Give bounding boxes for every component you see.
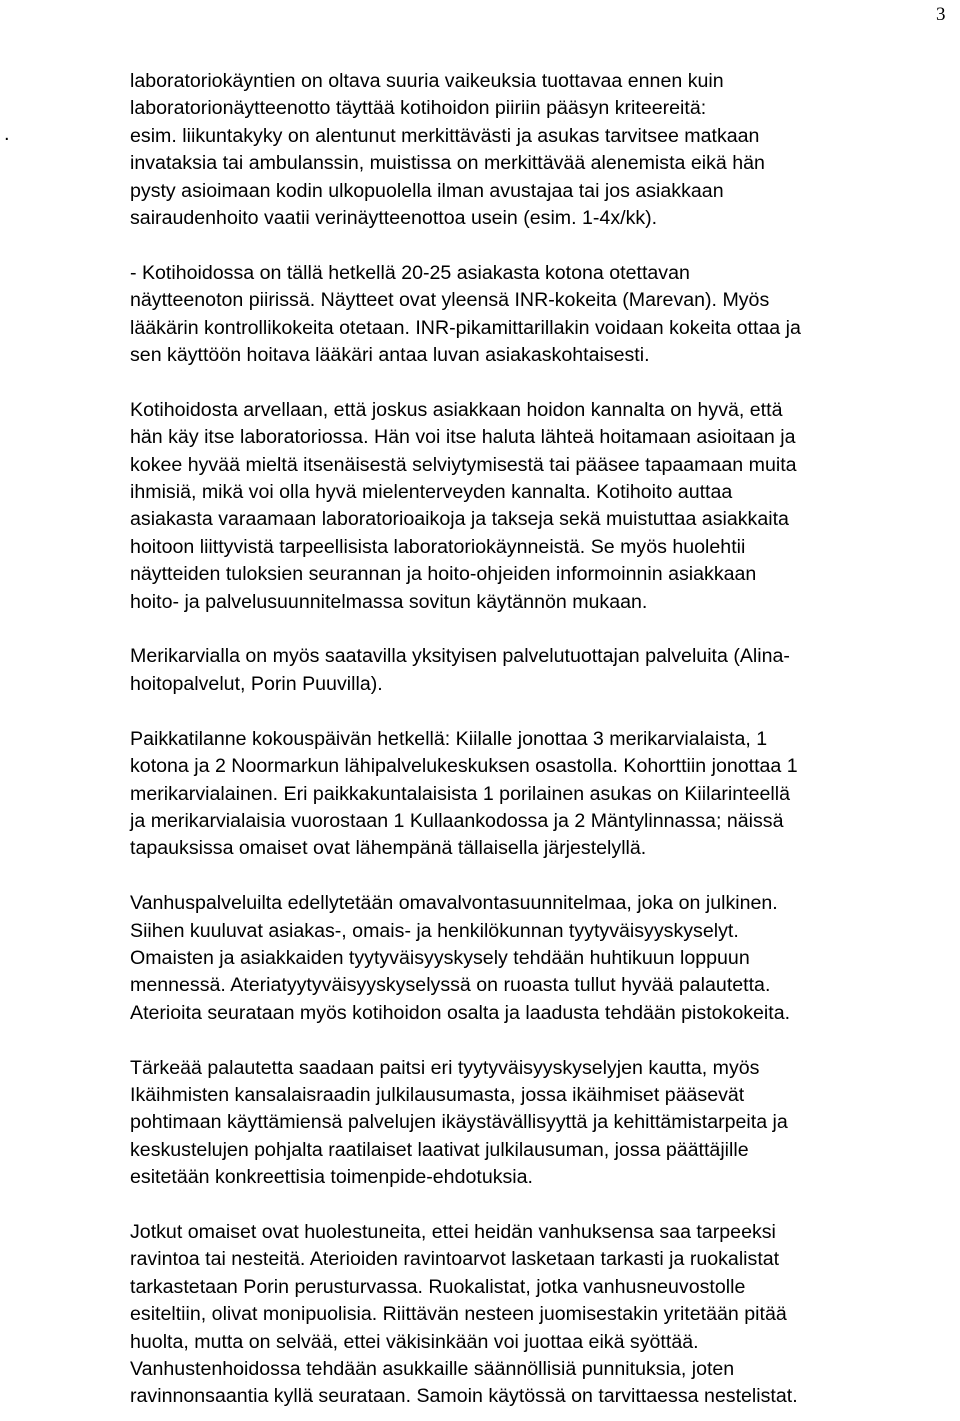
text-line: esim. liikuntakyky on alentunut merkittävästi ja asukas tarvitsee matkaan (130, 124, 760, 147)
paragraph (130, 1055, 960, 1192)
text-line: asiakasta varaamaan laboratorioaikoja ja takseja sekä muistuttaa asiakkaita (130, 508, 789, 531)
paragraph (130, 1219, 960, 1411)
text-line: kotona ja 2 Noormarkun lähipalvelukeskuksen osastolla. Kohorttiin jonottaa 1 (130, 755, 798, 778)
text-line: Tärkeää palautetta saadaan paitsi eri tyytyväisyyskyselyjen kautta, myös (130, 1056, 760, 1079)
paragraph (130, 890, 960, 1027)
text-line: keskustelujen pohjalta raatilaiset laativat julkilausuman, jossa päättäjille (130, 1138, 749, 1161)
text-line: hoito- ja palvelusuunnitelmassa sovitun käytännön mukaan. (130, 590, 648, 613)
text-line: Vanhustenhoidossa tehdään asukkaille säännöllisiä punnituksia, joten (130, 1357, 735, 1380)
text-line: Paikkatilanne kokouspäivän hetkellä: Kiilalle jonottaa 3 merikarvialaista, 1 (130, 727, 768, 750)
text-line: Merikarvialla on myös saatavilla yksityisen palvelutuottajan palveluita (Alina- (130, 645, 790, 668)
text-line: tarkastetaan Porin perusturvassa. Ruokalistat, jotka vanhusneuvostolle (130, 1275, 746, 1298)
page-number: 3 (936, 4, 946, 25)
text-line: Ikäihmisten kansalaisraadin julkilausumasta, jossa ikäihmiset pääsevät (130, 1083, 745, 1106)
text-line: Siihen kuuluvat asiakas-, omais- ja henkilökunnan tyytyväisyyskyselyt. (130, 919, 739, 942)
paragraph (130, 397, 960, 616)
text-line: sen käyttöön hoitava lääkäri antaa luvan asiakaskohtaisesti. (130, 344, 650, 367)
paragraph (130, 68, 960, 232)
text-line: huolta, mutta on selvää, ettei väkisinkään voi juottaa eikä syöttää. (130, 1330, 699, 1353)
text-line: Aterioita seurataan myös kotihoidon osalta ja laadusta tehdään pistokokeita. (130, 1001, 791, 1024)
text-line: laboratorionäytteenotto täyttää kotihoidon piiriin pääsyn kriteereitä: (130, 97, 707, 120)
text-line: invataksia tai ambulanssin, muistissa on merkittävää alenemista eikä hän (130, 152, 765, 175)
text-line: ihmisiä, mikä voi olla hyvä mielenterveyden kannalta. Kotihoito auttaa (130, 481, 733, 504)
text-line: hoitoon liittyvistä tarpeellisista laboratoriokäynneistä. Se myös huolehtii (130, 535, 746, 558)
text-line: mennessä. Ateriatyytyväisyyskyselyssä on ruoasta tullut hyvää palautetta. (130, 974, 771, 997)
paragraph (130, 260, 960, 370)
text-line: Omaisten ja asiakkaiden tyytyväisyyskysely tehdään huhtikuun loppuun (130, 946, 750, 969)
document-body (130, 68, 960, 1411)
text-line: pohtimaan käyttämiensä palvelujen ikäystävällisyyttä ja kehittämistarpeita ja (130, 1111, 788, 1134)
paragraph (130, 643, 960, 698)
text-line: Jotkut omaiset ovat huolestuneita, ettei heidän vanhuksensa saa tarpeeksi (130, 1220, 776, 1243)
text-line: Vanhuspalveluilta edellytetään omavalvontasuunnitelmaa, joka on julkinen. (130, 892, 778, 915)
text-line: esitetään konkreettisia toimenpide-ehdotuksia. (130, 1166, 534, 1189)
text-line: näytteenoton piirissä. Näytteet ovat yleensä INR-kokeita (Marevan). Myös (130, 289, 770, 312)
text-line: ravintoa tai nesteitä. Aterioiden ravintoarvot lasketaan tarkasti ja ruokalistat (130, 1248, 780, 1271)
text-line: - Kotihoidossa on tällä hetkellä 20-25 asiakasta kotona otettavan (130, 261, 690, 284)
text-line: ravinnonsaantia kyllä seurataan. Samoin käytössä on tarvittaessa nestelistat. (130, 1385, 798, 1408)
text-line: sairaudenhoito vaatii verinäytteenottoa usein (esim. 1-4x/kk). (130, 207, 658, 230)
text-line: ja merikarvialaisia vuorostaan 1 Kullaankodossa ja 2 Mäntylinnassa; näissä (130, 809, 784, 832)
text-line: kokee hyvää mieltä itsenäisestä selviytymisestä tai pääsee tapaamaan muita (130, 453, 797, 476)
text-line: merikarvialainen. Eri paikkakuntalaisista 1 porilainen asukas on Kiilarinteellä (130, 782, 790, 805)
text-line: laboratoriokäyntien on oltava suuria vaikeuksia tuottavaa ennen kuin (130, 70, 724, 92)
text-line: pysty asioimaan kodin ulkopuolella ilman avustajaa tai jos asiakkaan (130, 179, 724, 202)
paragraph (130, 726, 960, 863)
text-line: näytteiden tuloksien seurannan ja hoito-ohjeiden informoinnin asiakkaan (130, 563, 757, 586)
text-line: tapauksissa omaiset ovat lähempänä tällaisella järjestelyllä. (130, 837, 647, 860)
text-line: lääkärin kontrollikokeita otetaan. INR-pikamittarillakin voidaan kokeita ottaa ja (130, 316, 801, 339)
stray-mark: . (4, 123, 10, 145)
text-line: hoitopalvelut, Porin Puuvilla). (130, 672, 383, 695)
text-line: esiteltiin, olivat monipuolisia. Riittävän nesteen juomisestakin yritetään pitää (130, 1303, 787, 1326)
text-line: hän käy itse laboratoriossa. Hän voi itse haluta lähteä hoitamaan asioitaan ja (130, 426, 796, 449)
text-line: Kotihoidosta arvellaan, että joskus asiakkaan hoidon kannalta on hyvä, että (130, 398, 783, 421)
